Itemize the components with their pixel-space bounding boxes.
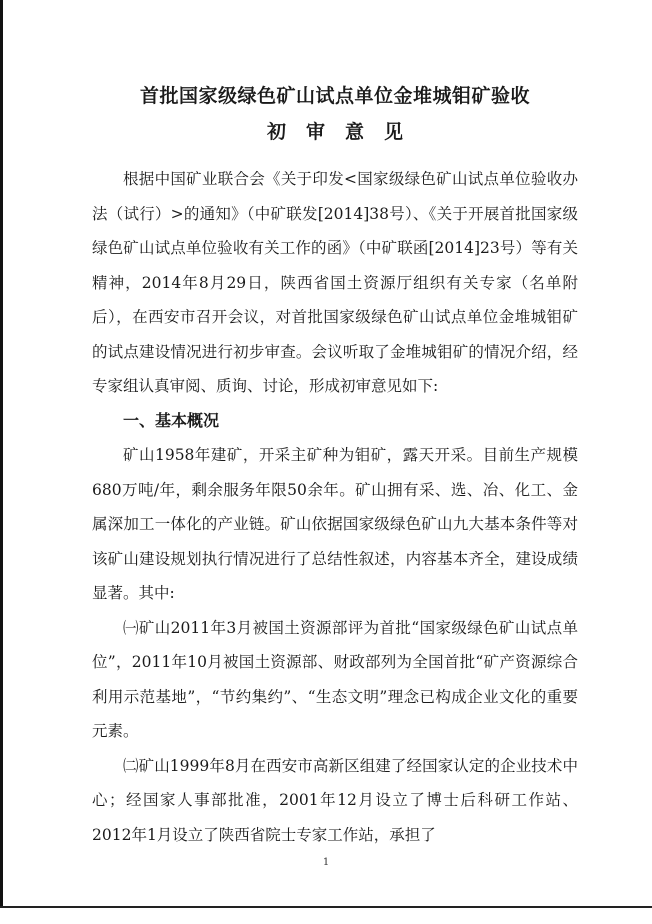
section-heading-basic-overview: 一、基本概况 xyxy=(123,410,220,430)
document-page xyxy=(92,80,578,852)
page-number: 1 xyxy=(322,857,330,868)
item-2-paragraph: ㈡矿山1999年8月在西安市高新区组建了经国家认定的企业技术中心；经国家人事部批准，2001年12月设立了博士后科研工作站、2012年1月设立了陕西省院士专家工作站，承担了 xyxy=(92,756,578,844)
overview-paragraph: 矿山1958年建矿，开采主矿种为钼矿，露天开采。目前生产规模680万吨/年，剩余服务年限50余年。矿山拥有采、选、冶、化工、金属深加工一体化的产业链。矿山依据国家级绿色矿山九大基本条件等对该矿山建设规划执行情况进行了总结性叙述，内容基本齐全，建设成绩显著。其中: xyxy=(92,446,578,602)
scan-border-bottom xyxy=(0,906,652,924)
scan-border-left xyxy=(0,0,3,922)
document-subtitle: 初审意见 xyxy=(266,121,423,143)
item-1-paragraph: ㈠矿山2011年3月被国土资源部评为首批“国家级绿色矿山试点单位”，2011年10月被国土资源部、财政部列为全国首批“矿产资源综合利用示范基地”，“节约集约”、“生态文明”理念已构成企业文化的重要元素。 xyxy=(92,618,578,740)
document-title: 首批国家级绿色矿山试点单位金堆城钼矿验收 xyxy=(139,85,530,107)
intro-paragraph: 根据中国矿业联合会《关于印发<国家级绿色矿山试点单位验收办法（试行）>的通知》（中矿联发[2014]38号）、《关于开展首批国家级绿色矿山试点单位验收有关工作的函》（中矿联函[2014]23号）等有关精神，2014年8月29日，陕西省国土资源厅组织有关专家（名单附后），在西安市召开会议，对首批国家级绿色矿山试点单位金堆城钼矿的试点建设情况进行初步审查。会议听取了金堆城钼矿的情况介绍，经专家组认真审阅、质询、讨论，形成初审意见如下: xyxy=(92,170,578,395)
